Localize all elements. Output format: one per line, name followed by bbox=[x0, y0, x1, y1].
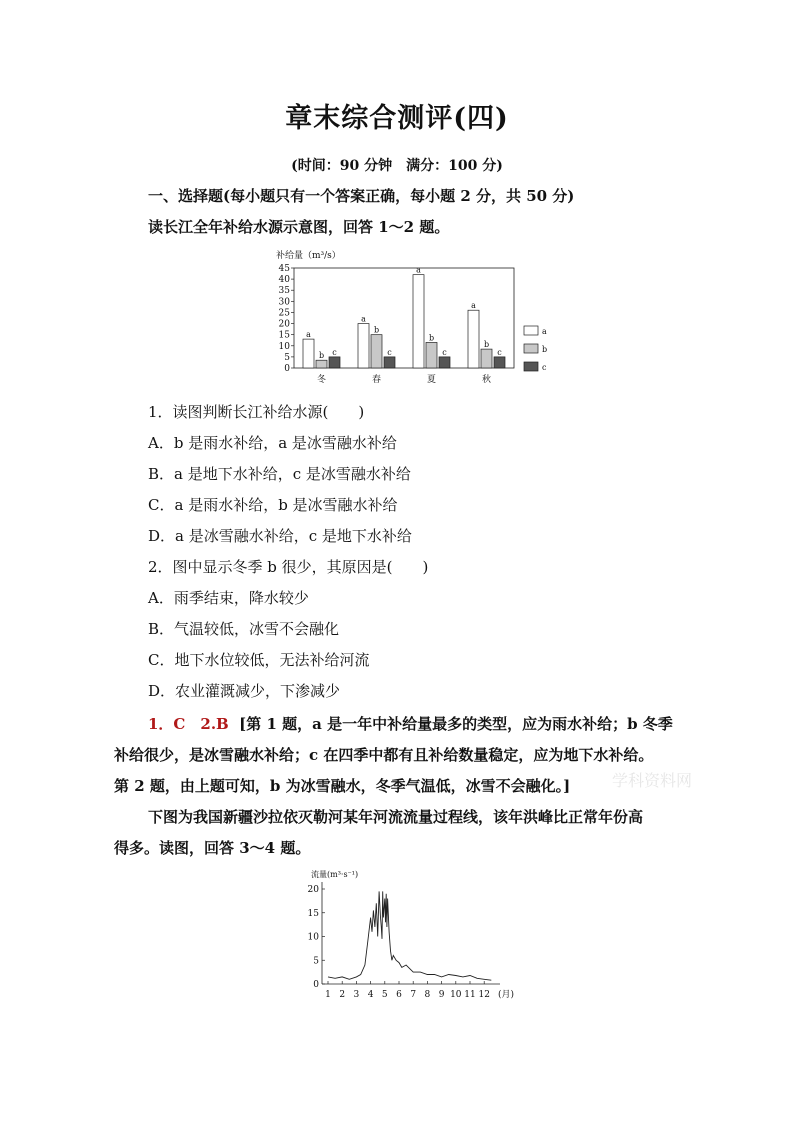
y-tick-label: 20 bbox=[307, 885, 319, 895]
bar-b-冬 bbox=[316, 360, 327, 368]
flow-series-line bbox=[328, 891, 491, 980]
q1-option-a: A．b 是雨水补给，a 是冰雪融水补给 bbox=[148, 434, 397, 452]
x-tick-label: 秋 bbox=[481, 375, 492, 385]
bar-label-b: b bbox=[483, 340, 490, 350]
x-tick-label: 5 bbox=[381, 990, 388, 1000]
legend-swatch-a bbox=[524, 326, 538, 335]
page-title: 章末综合测评(四) bbox=[285, 103, 509, 134]
q2-option-d: D．农业灌溉减少，下渗减少 bbox=[148, 682, 341, 700]
question-2-stem: 2．图中显示冬季 b 很少，其原因是( ) bbox=[148, 558, 429, 576]
bar-label-a: a bbox=[361, 314, 366, 324]
legend-swatch-c bbox=[524, 362, 538, 371]
answer-explain-3: 第 2 题，由上题可知，b 为冰雪融水，冬季气温低，冰雪不会融化。] bbox=[114, 777, 571, 795]
bar-b-秋 bbox=[481, 349, 492, 368]
x-tick-label: 4 bbox=[367, 990, 374, 1000]
supply-bar-chart bbox=[266, 246, 566, 392]
bar-c-夏 bbox=[439, 357, 450, 368]
bar-b-夏 bbox=[426, 342, 437, 368]
watermark: 学科资料网 bbox=[612, 771, 693, 790]
x-tick-label: 3 bbox=[353, 990, 360, 1000]
bar-a-冬 bbox=[303, 339, 314, 368]
bar-label-b: b bbox=[318, 351, 325, 361]
x-tick-label: 6 bbox=[396, 990, 402, 1000]
bar-a-春 bbox=[358, 324, 369, 368]
legend-label-a: a bbox=[542, 327, 547, 336]
y-tick-label: 40 bbox=[278, 275, 290, 286]
bar-c-冬 bbox=[329, 357, 340, 368]
legend-label-c: c bbox=[542, 363, 547, 372]
bar-a-秋 bbox=[468, 310, 479, 368]
legend-swatch-b bbox=[524, 344, 538, 353]
q2-option-b: B．气温较低，冰雪不会融化 bbox=[148, 620, 340, 638]
bar-label-c: c bbox=[332, 347, 337, 357]
bar-marks bbox=[303, 266, 505, 368]
x-tick-label: 12 bbox=[478, 990, 490, 1000]
chart-y-label: 补给量（m³/s） bbox=[276, 251, 341, 261]
x-tick-label: 春 bbox=[371, 375, 382, 385]
q1-option-c: C．a 是雨水补给，b 是冰雪融水补给 bbox=[148, 496, 398, 514]
x-ticks bbox=[317, 373, 491, 385]
y-tick-label: 30 bbox=[278, 297, 290, 308]
river-flow-line-chart bbox=[296, 866, 536, 1004]
x-tick-label: 夏 bbox=[426, 375, 437, 385]
y-tick-label: 15 bbox=[278, 330, 290, 341]
y-tick-label: 20 bbox=[278, 319, 290, 330]
x-tick-label: 9 bbox=[438, 990, 445, 1000]
bar-a-夏 bbox=[413, 275, 424, 368]
y-ticks bbox=[279, 264, 294, 374]
x-tick-label: 8 bbox=[424, 990, 431, 1000]
answer-block-line-1 bbox=[148, 713, 673, 734]
chart-y-label: 流量(m³·s⁻¹) bbox=[311, 870, 359, 879]
x-unit-label: (月) bbox=[498, 990, 515, 1000]
answer-explain-2: 补给很少，是冰雪融水补给；c 在四季中都有且补给数量稳定，应为地下水补给。 bbox=[114, 746, 654, 764]
y-tick-label: 5 bbox=[284, 352, 290, 363]
question-1-stem: 1．读图判断长江补给水源( ) bbox=[148, 403, 365, 421]
y-tick-label: 5 bbox=[313, 956, 319, 967]
answer-explain-1: [第 1 题，a 是一年中补给量最多的类型，应为雨水补给；b 冬季 bbox=[239, 715, 673, 733]
y-tick-label: 35 bbox=[278, 286, 290, 297]
exam-info: (时间：90 分钟 满分：100 分) bbox=[291, 158, 503, 174]
q2-option-a: A．雨季结束，降水较少 bbox=[148, 589, 309, 607]
intro-text-2-line-2: 得多。读图，回答 3～4 题。 bbox=[114, 839, 311, 857]
y-tick-label: 45 bbox=[278, 264, 290, 274]
bar-label-c: c bbox=[442, 347, 447, 357]
bar-label-b: b bbox=[428, 333, 435, 343]
y-tick-label: 25 bbox=[278, 308, 290, 319]
bar-label-b: b bbox=[373, 325, 380, 335]
x-tick-label: 2 bbox=[339, 990, 346, 1000]
bar-label-a: a bbox=[306, 330, 311, 340]
chart-legend bbox=[524, 326, 547, 372]
bar-c-春 bbox=[384, 357, 395, 368]
y-tick-label: 15 bbox=[307, 908, 319, 919]
q2-option-c: C．地下水位较低，无法补给河流 bbox=[148, 651, 370, 669]
y-tick-label: 0 bbox=[284, 364, 290, 374]
bar-label-c: c bbox=[497, 347, 502, 357]
x-tick-label: 10 bbox=[450, 990, 462, 1000]
x-tick-label: 1 bbox=[325, 990, 331, 1000]
q1-option-d: D．a 是冰雪融水补给，c 是地下水补给 bbox=[148, 527, 412, 545]
intro-text-1: 读长江全年补给水源示意图，回答 1～2 题。 bbox=[148, 218, 450, 236]
bar-label-a: a bbox=[471, 301, 476, 311]
legend-label-b: b bbox=[542, 345, 548, 354]
bar-c-秋 bbox=[494, 357, 505, 368]
bar-label-c: c bbox=[387, 347, 392, 357]
x-tick-label: 11 bbox=[464, 990, 476, 1000]
bar-b-春 bbox=[371, 335, 382, 368]
answer-key: 1．C 2.B bbox=[148, 715, 229, 733]
bar-label-a: a bbox=[416, 265, 421, 275]
intro-text-2-line-1: 下图为我国新疆沙拉依灭勒河某年河流流量过程线，该年洪峰比正常年份高 bbox=[148, 808, 644, 826]
y-tick-label: 10 bbox=[307, 932, 319, 943]
y-tick-label: 10 bbox=[278, 341, 290, 352]
section-heading: 一、选择题(每小题只有一个答案正确，每小题 2 分，共 50 分) bbox=[148, 187, 575, 205]
x-tick-label: 7 bbox=[410, 990, 417, 1000]
y-tick-label: 0 bbox=[313, 980, 319, 990]
x-tick-label: 冬 bbox=[316, 375, 327, 385]
q1-option-b: B．a 是地下水补给，c 是冰雪融水补给 bbox=[148, 465, 411, 483]
